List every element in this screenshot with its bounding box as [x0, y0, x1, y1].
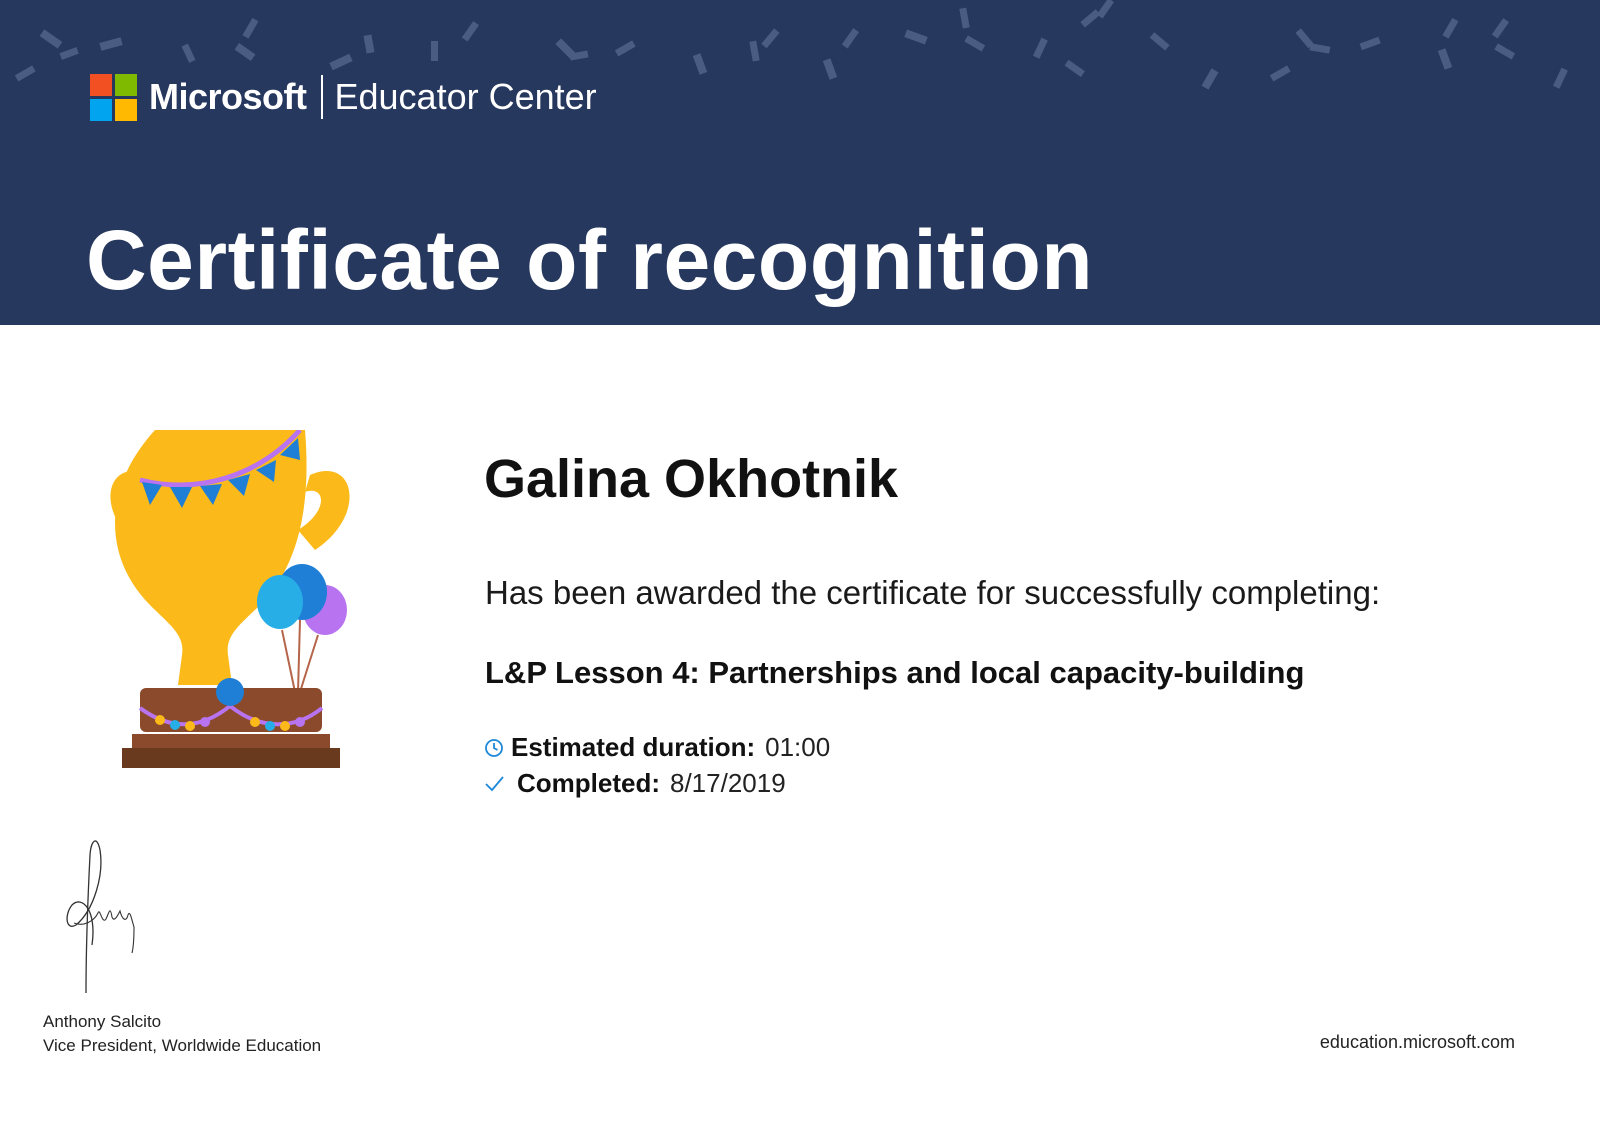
brand-name: Microsoft — [149, 76, 307, 117]
duration-label: Estimated duration: — [511, 732, 756, 762]
pedestal-medallion — [216, 678, 244, 706]
trophy-cup — [115, 430, 307, 685]
course-title: L&P Lesson 4: Partnerships and local capacity-building — [485, 655, 1305, 690]
logo-tile-blue — [90, 99, 112, 121]
estimated-duration-row — [483, 732, 830, 763]
certificate-title: Certificate of recognition — [86, 213, 1094, 307]
balloon-light-blue — [257, 575, 303, 629]
clock-icon — [483, 737, 505, 759]
certificate-header — [0, 0, 1600, 325]
completed-label: Completed: — [517, 768, 660, 798]
pedestal-base — [122, 748, 340, 768]
microsoft-educator-center-logo — [90, 72, 597, 122]
brand-divider — [321, 75, 323, 119]
logo-tile-yellow — [115, 99, 137, 121]
award-statement: Has been awarded the certificate for successfully completing: — [485, 574, 1381, 611]
trophy-illustration — [100, 430, 370, 780]
handwritten-signature — [62, 835, 142, 995]
signer-name: Anthony Salcito — [43, 1012, 162, 1031]
pedestal-middle — [132, 734, 330, 748]
checkmark-icon — [483, 773, 505, 795]
completed-row — [483, 768, 786, 799]
logo-tile-green — [115, 74, 137, 96]
logo-tile-red — [90, 74, 112, 96]
duration-value: 01:00 — [765, 732, 831, 762]
product-name: Educator Center — [334, 76, 597, 117]
recipient-name: Galina Okhotnik — [484, 449, 899, 509]
website-url: education.microsoft.com — [1319, 1032, 1515, 1052]
microsoft-logo-icon — [90, 74, 137, 121]
completed-date: 8/17/2019 — [670, 768, 786, 798]
signer-title: Vice President, Worldwide Education — [43, 1036, 322, 1055]
